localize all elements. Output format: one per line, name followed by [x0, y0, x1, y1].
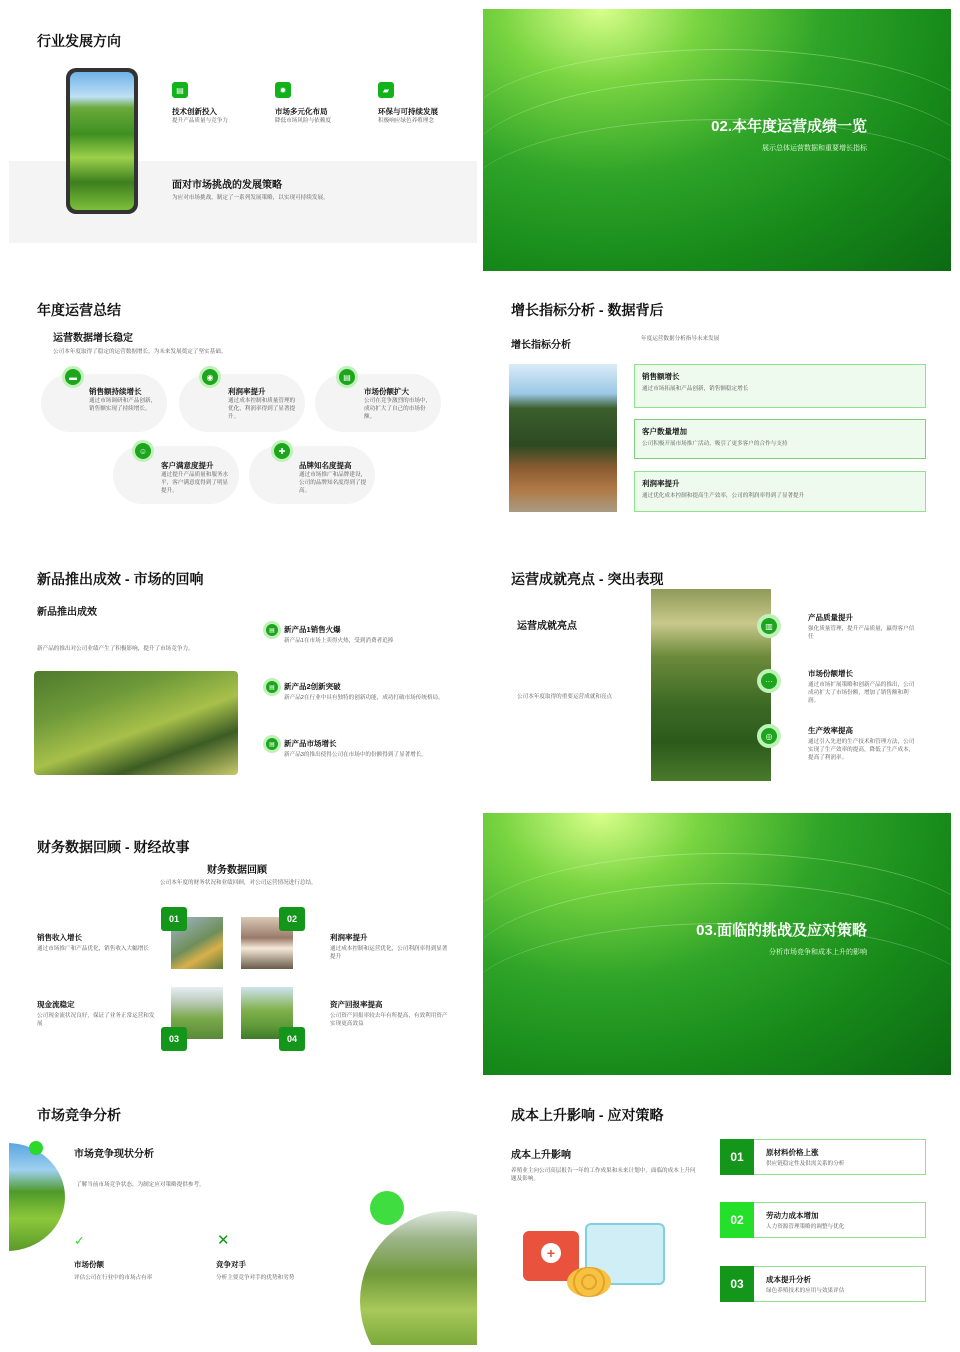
item-desc: 通过成本控制和质量管理的优化，利润率得到了显著提升。 — [228, 398, 296, 421]
item-desc: 新产品1在市场上卖得火热，受到消费者追捧 — [284, 638, 394, 644]
indicator-card — [634, 471, 926, 512]
slide-subtitle: 财务数据回顾 — [207, 865, 267, 876]
item-title: 原材料价格上涨 — [766, 1148, 819, 1157]
finance-item — [330, 999, 450, 1028]
item-title: 市场份额 — [74, 1260, 104, 1269]
item-title: 客户满意度提升 — [161, 461, 214, 470]
item-desc: 新产品2在行业中具有独特的创新功能，成功打破市场传统格局。 — [284, 695, 444, 701]
phone-image — [66, 68, 138, 214]
indicator-card — [634, 419, 926, 459]
item-desc: 通过市场拓展和产品创新，销售额稳定增长 — [642, 386, 749, 392]
chat-icon: ··· — [757, 669, 781, 693]
number-badge: 01 — [161, 907, 187, 931]
item-desc: 公司积极开展市场推广活动，吸引了更多客户的合作与支持 — [642, 441, 788, 447]
slide-financial-review — [9, 815, 477, 1077]
item-title: 销售额增长 — [642, 372, 680, 381]
gear-icon: ✹ — [275, 82, 291, 98]
slide-subtitle: 运营成就亮点 — [517, 621, 577, 632]
section-subtitle: 分析市场竞争和成本上升的影响 — [769, 949, 867, 956]
item-desc: 通过市场推广和品牌建设，公司的品牌知名度得到了提高。 — [299, 472, 367, 495]
slide-subtitle: 运营数据增长稳定 — [53, 333, 133, 344]
cost-item — [766, 1274, 844, 1295]
number-badge: 03 — [720, 1266, 754, 1302]
slide-desc: 养殖业主向公司高层报告一年的工作成果和未来计划中，面临的成本上升问题及影响。 — [511, 1168, 696, 1183]
medical-cost-illustration: + — [523, 1213, 673, 1313]
section-title: 03.面临的挑战及应对策略 — [696, 922, 867, 939]
product-item — [284, 738, 427, 759]
finance-item — [37, 932, 157, 953]
item-desc: 降低市场风险与依赖度 — [275, 118, 331, 124]
slide-desc: 公司本年度的财务状况和业绩回顾，对公司运营情况进行总结。 — [160, 880, 317, 886]
terraced-field-image — [360, 1211, 477, 1345]
slide-title: 财务数据回顾 - 财经故事 — [37, 839, 190, 855]
item-market — [275, 82, 331, 125]
store-icon: ▤ — [336, 366, 358, 388]
item-desc: 通过优化成本控制和提高生产效率，公司的利润率得到了显著提升 — [642, 493, 805, 499]
item-eco — [378, 82, 438, 125]
item-desc: 新产品3的推出使得公司在市场中的份额得到了显著增长。 — [284, 752, 427, 758]
item-title: 技术创新投入 — [172, 107, 217, 116]
item-desc: 通过市场调研和产品创新，销售额实现了持续增长。 — [89, 398, 157, 413]
target-icon: ◎ — [757, 724, 781, 748]
slide-operation-highlights — [483, 547, 951, 809]
item-title: 产品质量提升 — [808, 613, 853, 622]
number-badge: 04 — [279, 1027, 305, 1051]
item-desc: 公司现金流状况良好，保证了业务正常运营和发展 — [37, 1013, 155, 1028]
item-title: 劳动力成本增加 — [766, 1211, 819, 1220]
summary-item — [299, 460, 369, 495]
document-icon: ▥ — [757, 614, 781, 638]
slide-title: 成本上升影响 - 应对策略 — [511, 1107, 664, 1123]
slide-new-products — [9, 547, 477, 809]
slide-subtitle: 市场竞争现状分析 — [74, 1149, 154, 1160]
item-tech — [172, 82, 228, 125]
item-title: 销售收入增长 — [37, 933, 82, 942]
item-desc: 通过引入先进的生产技术和管理方法，公司实现了生产效率的提高，降低了生产成本，提高了利润率。 — [808, 739, 915, 762]
slide-title: 运营成就亮点 - 突出表现 — [511, 571, 664, 587]
item-title: 市场份额增长 — [808, 669, 853, 678]
cost-card — [720, 1139, 926, 1175]
item-title: 品牌知名度提高 — [299, 461, 352, 470]
highlight-item — [808, 612, 918, 641]
item-title: 利润率提升 — [642, 479, 680, 488]
item-title: 现金流稳定 — [37, 1000, 75, 1009]
slide-desc: 公司本年度取得了稳定的运营数据增长，为未来发展奠定了坚实基础。 — [53, 349, 227, 355]
item-title: 利润率提升 — [228, 387, 266, 396]
slide-title: 新品推出成效 - 市场的回响 — [37, 571, 204, 587]
product-icon: ▤ — [263, 678, 281, 696]
target-icon: ◉ — [199, 366, 221, 388]
award-icon: ✚ — [271, 440, 293, 462]
slide-desc: 新产品的推出对公司业绩产生了积极影响，提升了市场竞争力。 — [37, 646, 194, 652]
slide-title: 增长指标分析 - 数据背后 — [511, 302, 664, 318]
item-title: 竞争对手 — [216, 1260, 246, 1269]
slide-annual-summary — [9, 278, 477, 540]
product-item — [284, 681, 444, 702]
summary-item — [161, 460, 231, 495]
item-title: 新产品2创新突破 — [284, 682, 341, 691]
indicator-card — [634, 364, 926, 408]
green-dot — [370, 1191, 404, 1225]
product-item — [284, 624, 393, 645]
item-title: 客户数量增加 — [642, 427, 687, 436]
slide-industry-direction — [9, 9, 477, 271]
check-icon: ✓ — [74, 1233, 85, 1248]
item-desc: 通过市场推广和产品优化，销售收入大幅增长 — [37, 946, 149, 952]
item-title: 环保与可持续发展 — [378, 107, 438, 116]
slide-title: 年度运营总结 — [37, 302, 121, 318]
forest-logs-image — [509, 364, 617, 512]
slide-market-competition — [9, 1083, 477, 1345]
slide-desc: 了解当前市场竞争状态，为制定应对策略提供参考。 — [76, 1182, 205, 1188]
number-badge: 02 — [279, 907, 305, 931]
item-title: 成本提升分析 — [766, 1275, 811, 1284]
slide-desc: 公司本年度取得的重要运营成就和亮点 — [517, 694, 613, 700]
number-badge: 01 — [720, 1139, 754, 1175]
leaf-icon: ▰ — [378, 82, 394, 98]
misty-forest-image — [651, 589, 771, 781]
item-title: 新产品1销售火爆 — [284, 625, 341, 634]
strategy-desc: 为应对市场挑战，制定了一系列发展策略，以实现可持续发展。 — [172, 195, 329, 201]
item-desc: 积极响应绿色养殖理念 — [378, 118, 434, 124]
item-desc: 通过市场扩展策略和创新产品的推出，公司成功扩大了市场份额，增加了销售额和利润。 — [808, 682, 915, 705]
product-icon: ▤ — [263, 735, 281, 753]
item-desc: 强化质量管理，提升产品质量，赢得客户信任 — [808, 626, 915, 641]
slide-section-02 — [483, 9, 951, 271]
slide-title: 行业发展方向 — [37, 33, 121, 49]
cost-item — [766, 1147, 844, 1168]
slide-cost-increase — [483, 1083, 951, 1345]
product-icon: ▤ — [263, 621, 281, 639]
slide-section-03 — [483, 813, 951, 1075]
item-desc: 人力资源管理策略的调整与优化 — [766, 1224, 845, 1230]
item-title: 市场份额扩大 — [364, 387, 409, 396]
section-title: 02.本年度运营成绩一览 — [711, 118, 867, 135]
smile-icon: ☺ — [132, 440, 154, 462]
item-desc: 评估公司在行业中的市场占有率 — [74, 1275, 153, 1281]
slide-note: 年度运营数据分析指导未来发展 — [641, 336, 720, 342]
item-desc: 供应链稳定性及供需关系的分析 — [766, 1161, 845, 1167]
slide-title: 市场竞争分析 — [37, 1107, 121, 1123]
item-desc: 绿色养殖技术的应用与效果评估 — [766, 1288, 845, 1294]
item-desc: 提升产品质量与竞争力 — [172, 118, 228, 124]
strategy-title: 面对市场挑战的发展策略 — [172, 180, 282, 191]
item-desc: 公司资产回报率较去年有所提高，有效利用资产实现更高效益 — [330, 1013, 448, 1028]
highlight-item — [808, 725, 918, 762]
cost-card — [720, 1202, 926, 1238]
competition-item — [74, 1259, 152, 1282]
cross-icon: ✕ — [217, 1232, 230, 1249]
terraced-village-image — [34, 671, 238, 775]
summary-item — [228, 386, 298, 421]
cost-item — [766, 1210, 844, 1231]
slide-growth-indicators — [483, 278, 951, 540]
item-desc: 公司在竞争激烈的市场中，成功扩大了自己的市场份额。 — [364, 398, 432, 421]
slide-subtitle: 成本上升影响 — [511, 1150, 571, 1161]
item-title: 利润率提升 — [330, 933, 368, 942]
item-title: 资产回报率提高 — [330, 1000, 383, 1009]
competition-item — [216, 1259, 294, 1282]
cost-card — [720, 1266, 926, 1302]
section-subtitle: 展示总体运营数据和重要增长指标 — [762, 145, 867, 152]
green-dot — [29, 1141, 43, 1155]
field-image-left — [9, 1143, 65, 1251]
number-badge: 03 — [161, 1027, 187, 1051]
item-desc: 通过成本控制和运营优化，公司利润率得到显著提升 — [330, 946, 448, 961]
item-title: 市场多元化布局 — [275, 107, 328, 116]
item-desc: 通过提升产品质量和服务水平，客户满意度得到了明显提升。 — [161, 472, 229, 495]
highlight-item — [808, 668, 918, 705]
finance-item — [330, 932, 450, 961]
slide-subtitle: 新品推出成效 — [37, 607, 97, 618]
number-badge: 02 — [720, 1202, 754, 1238]
slide-subtitle: 增长指标分析 — [511, 340, 571, 351]
item-title: 生产效率提高 — [808, 726, 853, 735]
summary-item — [364, 386, 434, 421]
item-title: 销售额持续增长 — [89, 387, 142, 396]
finance-item — [37, 999, 157, 1028]
item-desc: 分析主要竞争对手的优势和劣势 — [216, 1275, 295, 1281]
summary-item — [89, 386, 159, 413]
factory-icon: ▤ — [172, 82, 188, 98]
item-title: 新产品市场增长 — [284, 739, 337, 748]
chart-icon: ▬ — [62, 366, 84, 388]
